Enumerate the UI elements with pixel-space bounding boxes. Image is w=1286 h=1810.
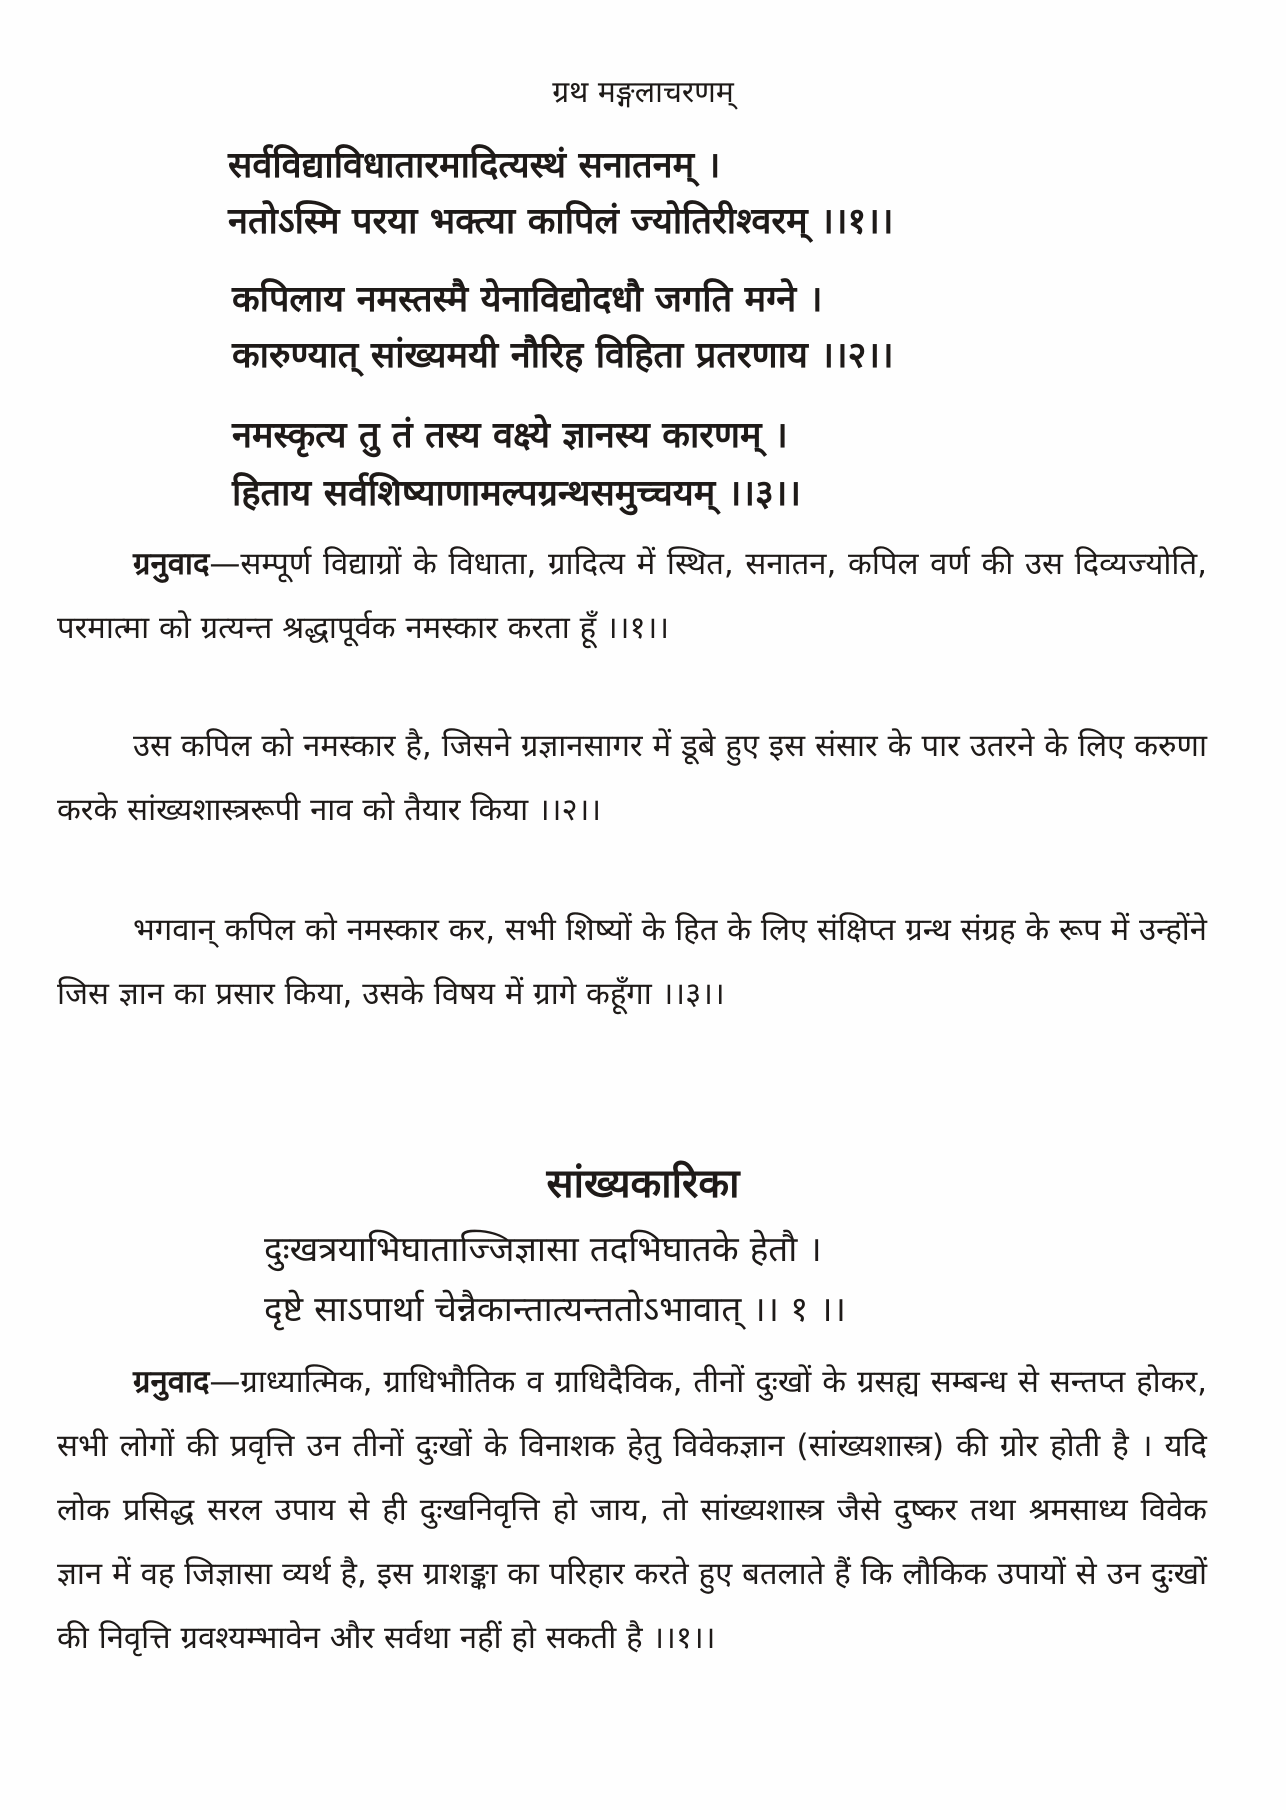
invocation-verse-1-line-2: नतोऽस्मि परया भक्त्या कापिलं ज्योतिरीश्वरम् ।।१।। [228, 201, 894, 242]
karika-title: सांख्यकारिका [546, 1161, 740, 1207]
translation-text: —ग्राध्यात्मिक, ग्राधिभौतिक व ग्राधिदैविक, तीनों दुःखों के ग्रसह्य सम्बन्ध से सन्तप्त होकर, सभी लोगों की प्रवृत्ति उन तीनों दुःखों के विनाशक हेतु विवेकज्ञान (सांख्यशास्त्र) की ग्रोर होती है । यदि लोक प्रसिद्ध सरल उपाय से ही दुःखनिवृत्ति हो जाय, तो सांख्यशास्त्र जैसे दुष्कर तथा श्रमसाध्य विवेक ज्ञान में वह जिज्ञासा व्यर्थ है, इस ग्राशङ्का का परिहार करते हुए बतलाते हैं कि लौकिक उपायों से उन दुःखों की निवृत्ति ग्रवश्यम्भावेन और सर्वथा नहीं हो सकती है ।।१।। [57, 1364, 1207, 1656]
karika-verse-line-2: दृष्टे साऽपार्था चेन्नैकान्तात्यन्ततोऽभावात् ।। १ ।। [264, 1290, 846, 1330]
invocation-translation-para-1 [57, 532, 1207, 660]
invocation-verse-1-line-1: सर्वविद्याविधातारमादित्यस्थं सनातनम् । [228, 145, 721, 186]
translation-text: उस कपिल को नमस्कार है, जिसने ग्रज्ञानसागर में डूबे हुए इस संसार के पार उतरने के लिए करुणा करके सांख्यशास्त्ररूपी नाव को तैयार किया ।।२।। [57, 728, 1207, 828]
karika-verse-line-1: दुःखत्रयाभिघाताज्जिज्ञासा तदभिघातके हेतौ । [264, 1230, 822, 1270]
translation-label: ग्रनुवाद [133, 1364, 210, 1400]
invocation-verse-2-line-2: कारुण्यात् सांख्यमयी नौरिह विहिता प्रतरणाय ।।२।। [232, 335, 894, 376]
translation-text: —सम्पूर्ण विद्याग्रों के विधाता, ग्रादित्य में स्थित, सनातन, कपिल वर्ण की उस दिव्यज्योति, परमात्मा को ग्रत्यन्त श्रद्धापूर्वक नमस्कार करता हूँ ।।१।। [57, 546, 1207, 646]
invocation-verse-3-line-2: हिताय सर्वशिष्याणामल्पग्रन्थसमुच्चयम् ।।३।। [232, 473, 802, 514]
invocation-verse-2-line-1: कपिलाय नमस्तस्मै येनाविद्योदधौ जगति मग्ने । [232, 279, 823, 320]
invocation-translation-para-3 [57, 898, 1207, 1026]
karika-translation [57, 1350, 1207, 1670]
invocation-translation-para-2 [57, 714, 1207, 842]
invocation-verse-3-line-1: नमस्कृत्य तु तं तस्य वक्ष्ये ज्ञानस्य कारणम् । [232, 415, 788, 456]
translation-text: भगवान् कपिल को नमस्कार कर, सभी शिष्यों के हित के लिए संक्षिप्त ग्रन्थ संग्रह के रूप में उन्होंने जिस ज्ञान का प्रसार किया, उसके विषय में ग्रागे कहूँगा ।।३।। [57, 912, 1207, 1012]
translation-label: ग्रनुवाद [133, 546, 210, 582]
invocation-heading: ग्रथ मङ्गलाचरणम् [552, 75, 734, 110]
